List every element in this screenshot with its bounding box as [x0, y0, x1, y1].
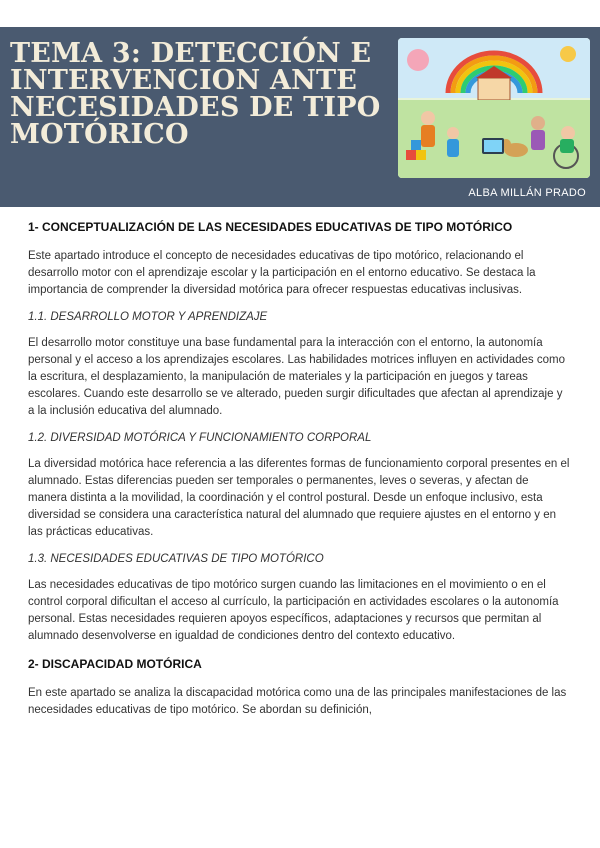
subsection-heading: 1.3. NECESIDADES EDUCATIVAS DE TIPO MOTÓRICO — [28, 553, 324, 565]
subsection-heading: 1.1. DESARROLLO MOTOR Y APRENDIZAJE — [28, 311, 268, 323]
document-title: TEMA 3: DETECCIÓN E INTERVENCION ANTE NECESIDADES DE TIPO MOTÓRICO — [10, 38, 381, 150]
subsection-text: El desarrollo motor constituye una base fundamental para la interacción con el entorno, la autonomía personal y el acceso a los aprendizajes escolares. Las habilidades motrices influyen en actividades como la escritura, el desplazamiento, la manipulación de materiales y la participación en juegos y tareas escolares. Cuando este desarrollo se ve alterado, pueden surgir dificultades que afectan al aprendizaje y a la inclusión educativa del alumnado. — [28, 337, 565, 417]
section-intro: En este apartado se analiza la discapacidad motórica como una de las principales manifestaciones de las necesidades educativas de tipo motórico. Se abordan su definición, — [28, 687, 567, 716]
subsection-text: La diversidad motórica hace referencia a las diferentes formas de funcionamiento corporal presentes en el alumnado. Estas diferencias pueden ser temporales o permanentes, leves o severas, y afectan de manera distinta a la movilidad, la coordinación y el control postural. Desde un enfoque inclusivo, esta diversidad se considera una característica natural del alumnado que requiere ajustes en el entorno y en las prácticas educativas. — [28, 458, 570, 538]
subsection-text: Las necesidades educativas de tipo motórico surgen cuando las limitaciones en el movimiento o en el control corporal dificultan el acceso al currículo, la participación en actividades escolares o la autonomía personal. Estas necesidades requieren apoyos específicos, adaptaciones y recursos que permitan al alumnado desenvolverse en igualdad de condiciones dentro del contexto educativo. — [28, 579, 559, 642]
section-heading: 2- DISCAPACIDAD MOTÓRICA — [28, 657, 202, 671]
section-intro: Este apartado introduce el concepto de necesidades educativas de tipo motórico, relacionando el desarrollo motor con el aprendizaje escolar y la participación en el entorno educativo. Se destaca la importancia de comprender la diversidad motórica para ofrecer respuestas educativas inclusivas. — [28, 250, 536, 296]
page-top-margin — [0, 0, 600, 27]
children-classroom-illustration — [398, 38, 590, 178]
subsection-heading: 1.2. DIVERSIDAD MOTÓRICA Y FUNCIONAMIENTO CORPORAL — [28, 432, 372, 444]
author-name: ALBA MILLÁN PRADO — [468, 187, 586, 199]
document-body — [28, 220, 570, 731]
section-heading: 1- CONCEPTUALIZACIÓN DE LAS NECESIDADES EDUCATIVAS DE TIPO MOTÓRICO — [28, 220, 513, 234]
